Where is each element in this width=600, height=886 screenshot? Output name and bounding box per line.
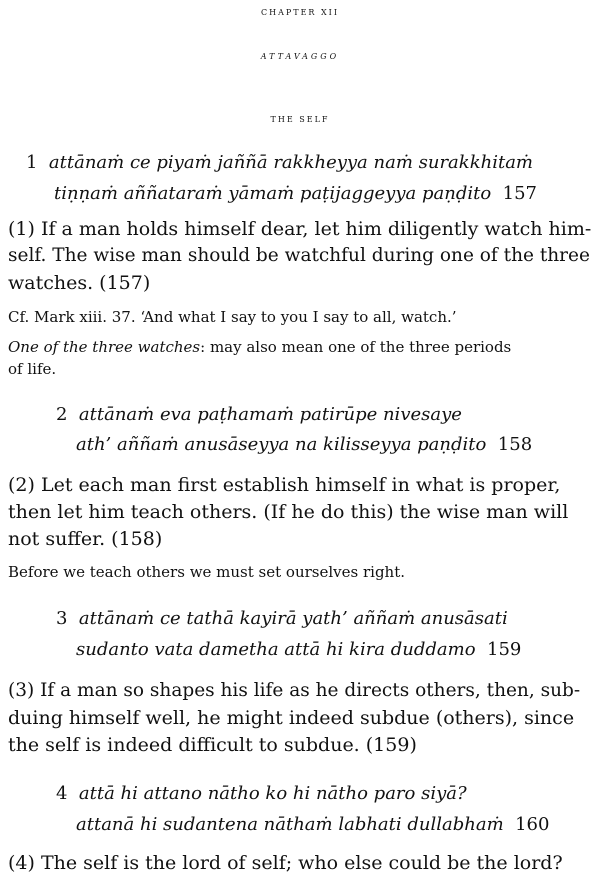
verse-reference: 157 — [502, 183, 537, 204]
translation-2-line-1: (2) Let each man first establish himself in what is proper, — [8, 474, 561, 496]
verse-number: 4 — [56, 783, 68, 804]
verse-number: 3 — [56, 608, 68, 629]
verse-text: attanā hi sudantena nāthaṁ labhati dullabhaṁ — [76, 814, 504, 835]
section-subtitle: THE SELF — [270, 115, 330, 124]
verse-text: ath’ aññaṁ anusāseyya na kilisseyya paṇḍito — [76, 434, 487, 455]
verse-1-line-1 — [26, 152, 533, 173]
verse-text: attā hi attano nātho ko hi nātho paro siyā? — [78, 783, 467, 804]
note-2-line-1 — [8, 336, 511, 358]
note-3: Before we teach others we must set ourselves right. — [8, 563, 406, 581]
verse-reference: 159 — [487, 639, 522, 660]
chapter-heading: CHAPTER XII — [260, 8, 339, 17]
verse-1-line-2 — [54, 183, 537, 204]
verse-number: 2 — [56, 404, 68, 425]
verse-number: 1 — [26, 152, 38, 173]
verse-text: sudanto vata dametha attā hi kira duddamo — [76, 639, 476, 660]
verse-text: attānaṁ eva paṭhamaṁ patirūpe nivesaye — [78, 404, 462, 425]
translation-3-line-1: (3) If a man so shapes his life as he directs others, then, sub- — [8, 680, 581, 701]
note-2-line-2: of life. — [8, 360, 57, 378]
translation-1-line-1: (1) If a man holds himself dear, let him diligently watch him- — [8, 218, 592, 240]
verse-2-line-2 — [76, 434, 532, 455]
verse-4-line-1 — [56, 783, 467, 804]
verse-text: tiṇṇaṁ aññataraṁ yāmaṁ paṭijaggeyya paṇḍito — [54, 183, 492, 204]
note-italic: One of the three watches — [8, 338, 201, 356]
verse-reference: 158 — [497, 434, 533, 455]
verse-4-line-2 — [76, 814, 549, 835]
translation-4-line-1: (4) The self is the lord of self; who else could be the lord? — [8, 852, 563, 874]
translation-2-line-3: not suffer. (158) — [8, 528, 163, 550]
chapter-title: ATTAVAGGO — [260, 52, 340, 61]
verse-reference: 160 — [515, 814, 550, 835]
verse-2-line-1 — [56, 404, 462, 425]
note-1: Cf. Mark xiii. 37. ‘And what I say to you I say to all, watch.’ — [8, 308, 457, 326]
verse-3-line-2 — [76, 639, 521, 660]
verse-text: attānaṁ ce tathā kayirā yath’ aññaṁ anusāsati — [78, 608, 508, 629]
translation-1-line-3: watches. (157) — [8, 272, 151, 294]
verse-text: attānaṁ ce piyaṁ jaññā rakkheyya naṁ surakkhitaṁ — [48, 152, 533, 173]
translation-3-line-2: duing himself well, he might indeed subdue (others), since — [8, 707, 575, 729]
verse-3-line-1 — [56, 608, 508, 629]
note-text: : may also mean one of the three periods — [200, 338, 512, 356]
translation-2-line-2: then let him teach others. (If he do this) the wise man will — [8, 501, 569, 523]
translation-3-line-3: the self is indeed difficult to subdue. (159) — [8, 734, 417, 756]
translation-1-line-2: self. The wise man should be watchful during one of the three — [8, 245, 590, 266]
